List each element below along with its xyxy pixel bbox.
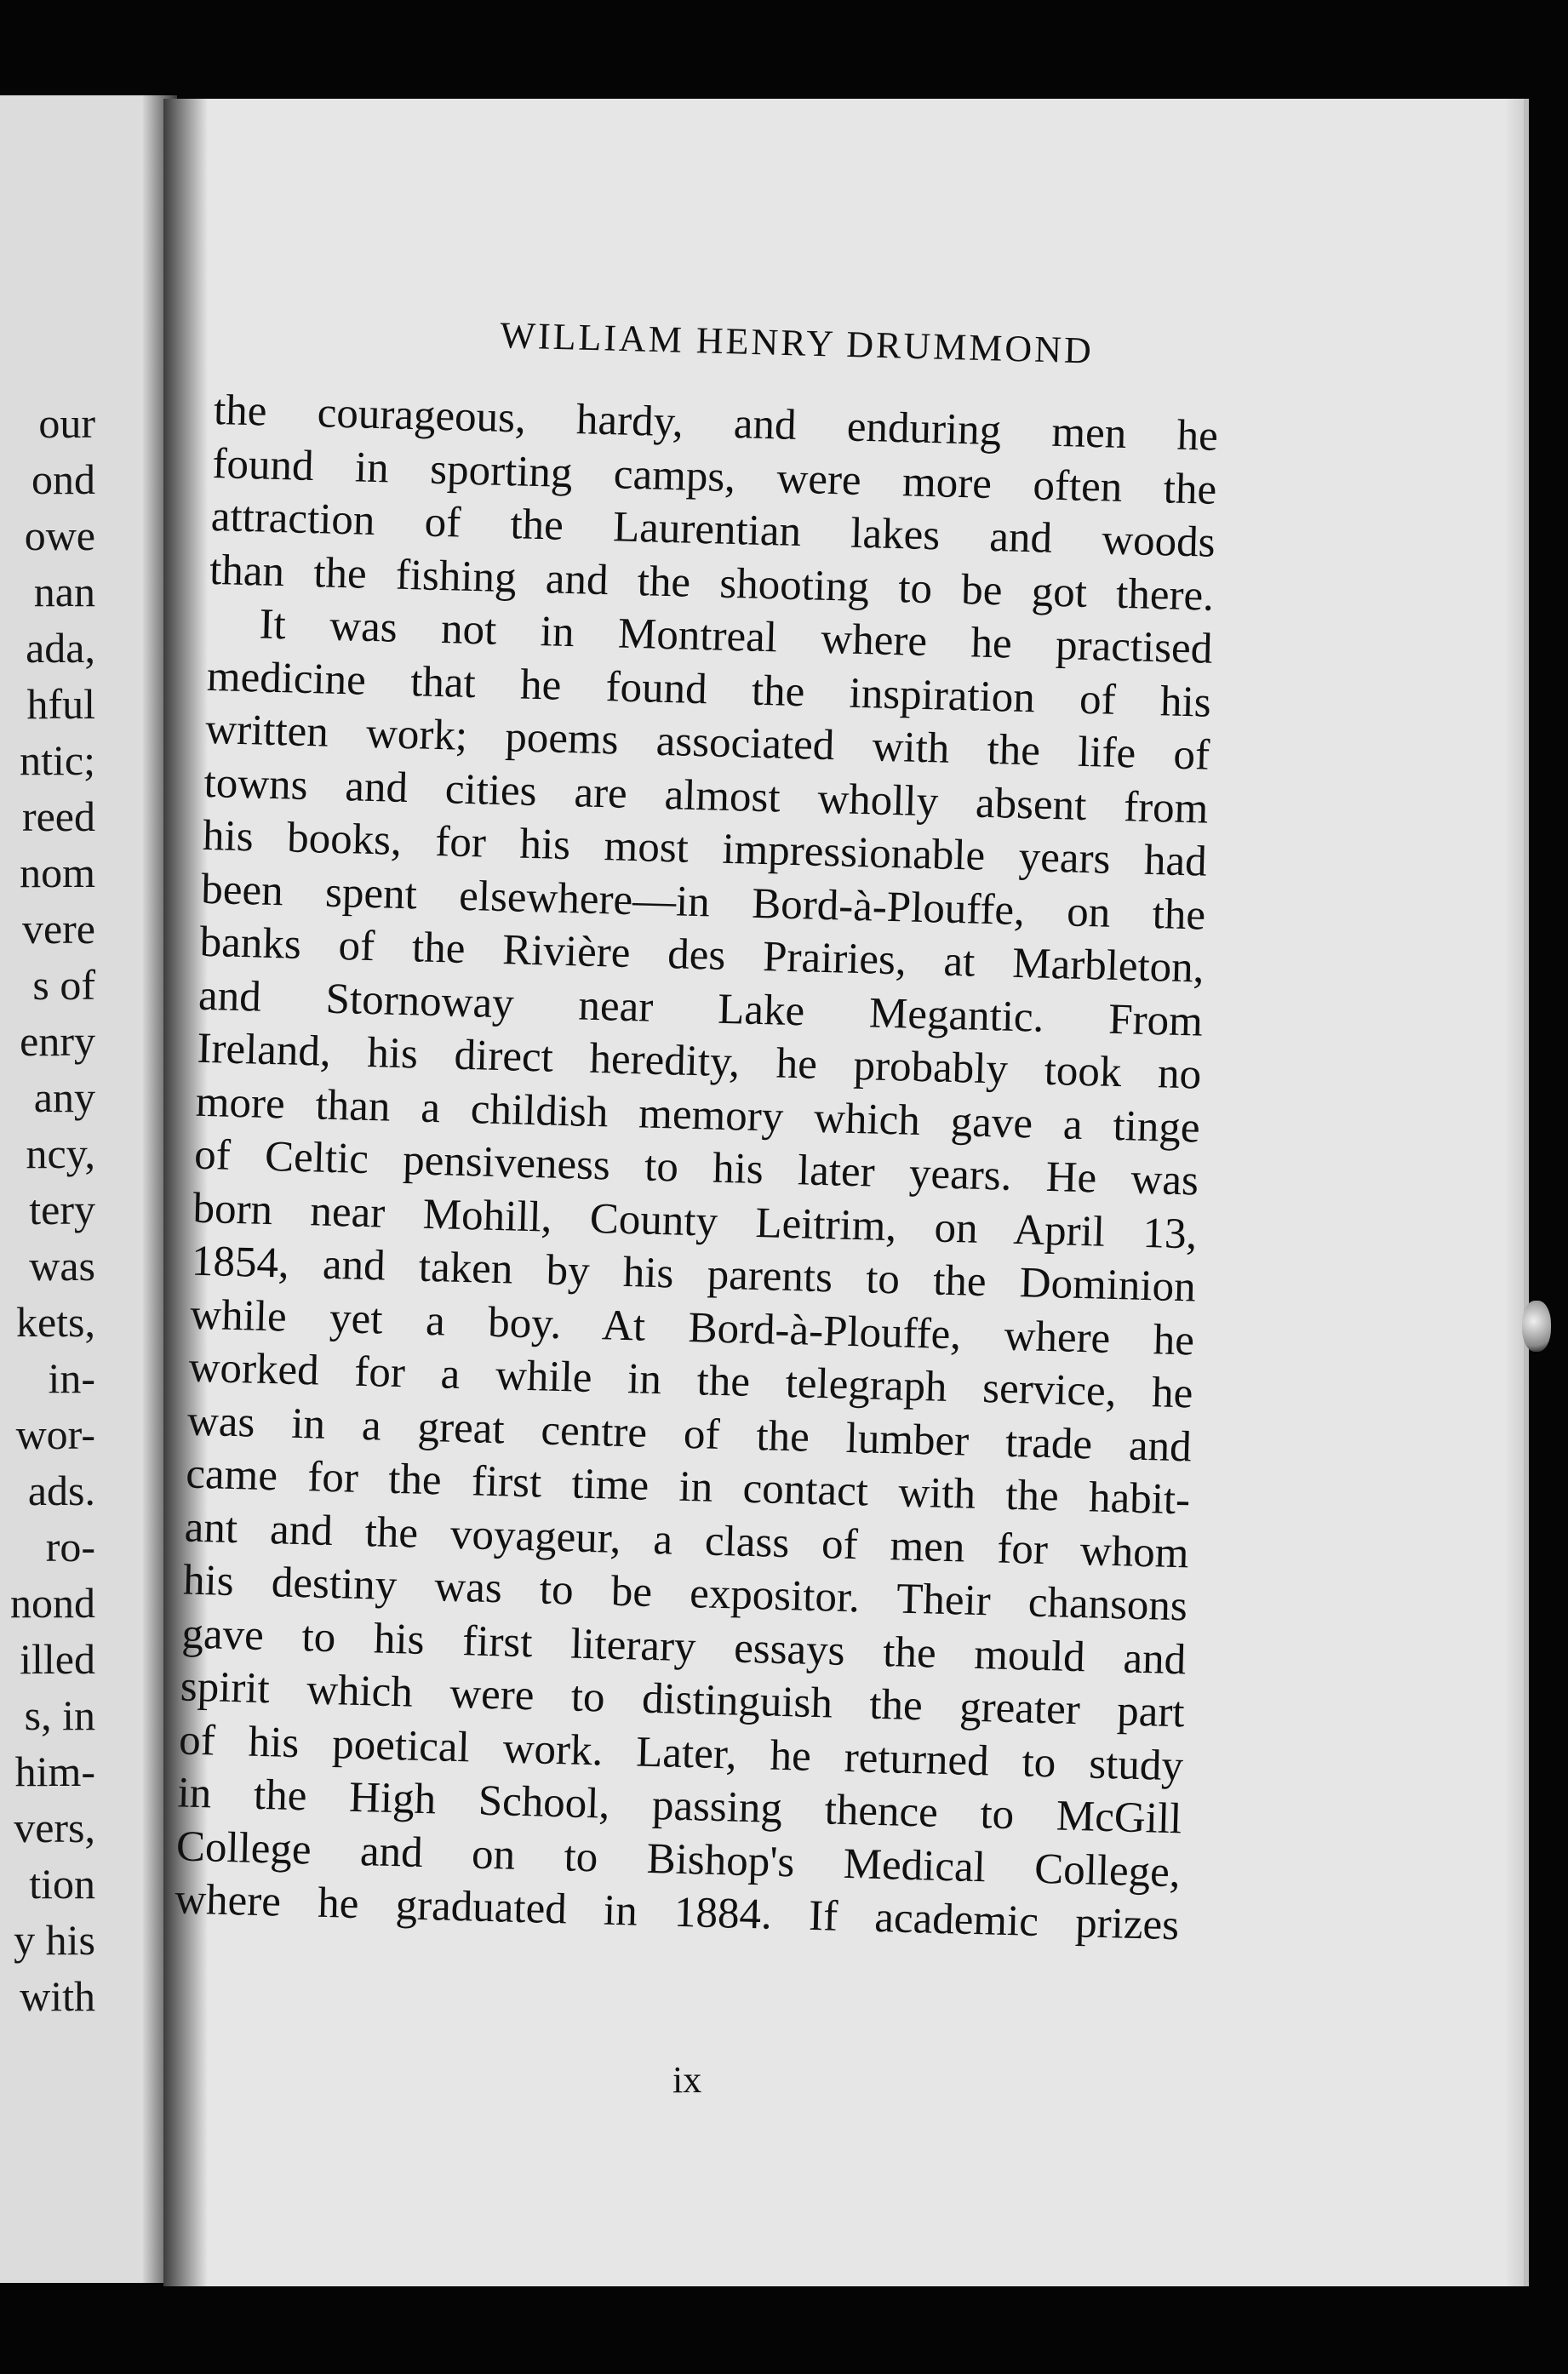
previous-page-line: tion	[29, 1860, 95, 1908]
previous-page-line: vers,	[14, 1804, 95, 1851]
text-line: his destiny was to be expositor. Their chansons	[182, 1556, 1188, 1631]
body-text	[175, 384, 1219, 1953]
text-line: while yet a boy. At Bord-à-Plouffe, where he	[189, 1290, 1195, 1365]
previous-page-text	[0, 395, 95, 2024]
previous-page-line: ro-	[45, 1523, 95, 1570]
previous-page-line: was	[29, 1242, 95, 1290]
previous-page-line: in-	[48, 1354, 95, 1402]
text-line: been spent elsewhere—in Bord-à-Plouffe, on the	[200, 865, 1206, 940]
text-line: 1854, and taken by his parents to the Dominion	[191, 1237, 1197, 1312]
previous-page-line: s, in	[24, 1691, 95, 1739]
previous-page-line: wor-	[15, 1410, 95, 1458]
text-line: than the fishing and the shooting to be got there.	[209, 546, 1215, 621]
previous-page-line: illed	[20, 1635, 95, 1683]
text-line: gave to his first literary essays the mould and	[180, 1610, 1187, 1684]
text-line: came for the first time in contact with the habit-	[185, 1450, 1191, 1525]
previous-page-line: ntic;	[20, 736, 95, 784]
previous-page-line: enry	[20, 1017, 95, 1065]
previous-page-line: y his	[14, 1916, 95, 1964]
previous-page	[0, 95, 177, 2283]
text-line: medicine that he found the inspiration of his	[206, 652, 1212, 727]
previous-page-line: reed	[21, 792, 95, 840]
scan-blemish	[1522, 1301, 1551, 1352]
text-line: attraction of the Laurentian lakes and woods	[210, 492, 1216, 567]
previous-page-line: hful	[26, 680, 95, 728]
previous-page-line: nom	[20, 849, 95, 896]
running-header: WILLIAM HENRY DRUMMOND	[499, 314, 1095, 372]
text-line: born near Mohill, County Leitrim, on April 13,	[192, 1184, 1198, 1259]
text-line: his books, for his most impressionable years had	[202, 811, 1208, 886]
previous-page-line: nan	[33, 568, 95, 615]
previous-page-line: ads.	[27, 1467, 95, 1514]
text-line: of his poetical work. Later, he returned to study	[178, 1715, 1184, 1790]
previous-page-line: ncy,	[26, 1130, 95, 1177]
text-line: more than a childish memory which gave a tinge	[195, 1078, 1201, 1153]
text-line: It was not in Montreal where he practised	[258, 600, 1213, 673]
previous-page-line: any	[33, 1073, 95, 1121]
previous-page-line: ada,	[26, 624, 95, 672]
previous-page-line: nond	[10, 1579, 95, 1627]
text-line: towns and cities are almost wholly absent from	[203, 758, 1210, 833]
text-line: Ireland, his direct heredity, he probably took no	[196, 1024, 1202, 1099]
text-line: in the High School, passing thence to McGill	[176, 1769, 1182, 1844]
text-line: written work; poems associated with the life of	[204, 705, 1210, 780]
text-line: worked for a while in the telegraph service, he	[188, 1343, 1194, 1418]
text-line: where he graduated in 1884. If academic prizes	[174, 1875, 1180, 1950]
book-page	[163, 99, 1529, 2286]
previous-page-line: owe	[24, 512, 95, 559]
previous-page-line: s of	[32, 961, 95, 1009]
text-line: College and on to Bishop's Medical College,	[175, 1822, 1182, 1896]
page-number: ix	[672, 2059, 702, 2101]
previous-page-line: vere	[21, 905, 95, 952]
previous-page-line: kets,	[15, 1298, 95, 1346]
previous-page-line: ond	[31, 455, 95, 503]
page-edge	[1505, 99, 1524, 2286]
text-line: of Celtic pensiveness to his later years. He was	[193, 1130, 1199, 1205]
text-line: found in sporting camps, were more often the	[211, 439, 1217, 514]
text-line: and Stornoway near Lake Megantic. From	[197, 971, 1204, 1046]
previous-page-line: with	[20, 1972, 95, 2020]
previous-page-line: him-	[14, 1748, 95, 1795]
text-line: the courageous, hardy, and enduring men he	[213, 386, 1219, 460]
previous-page-line: our	[38, 399, 95, 447]
previous-page-line: tery	[29, 1186, 95, 1233]
text-line: banks of the Rivière des Prairies, at Marbleton,	[199, 918, 1205, 993]
text-line: ant and the voyageur, a class of men for whom	[184, 1503, 1190, 1577]
text-line: was in a great centre of the lumber trade and	[186, 1397, 1193, 1471]
text-line: spirit which were to distinguish the greater part	[180, 1662, 1186, 1737]
